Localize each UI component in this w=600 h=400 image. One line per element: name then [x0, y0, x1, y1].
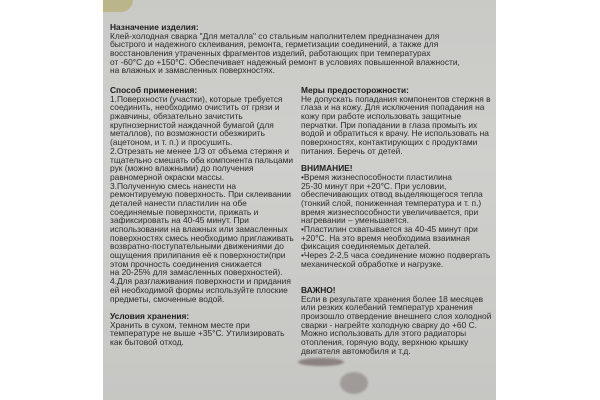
usage-line: соединить, необходимо очистить от грязи и [110, 102, 280, 113]
usage-line: ремонтируемую поверхность. При склеивании [110, 189, 291, 200]
precautions-line: Не допускать попадания компонентов стержня в [301, 93, 491, 104]
usage-line: 4.Для разглаживания поверхности и придания [110, 276, 291, 287]
ink-smudge [298, 358, 344, 366]
usage-line: возвратно-поступательными движениями до [110, 241, 284, 252]
purpose-line: Клей-холодная сварка "Для металла" со стальным наполнителем предназначен для [110, 30, 440, 41]
purpose-section [110, 23, 460, 75]
usage-line: соединяемые поверхности, прижать и [110, 206, 259, 217]
precautions-heading: Меры предосторожности: [301, 85, 409, 95]
attention-line: фиксация соединяемых деталей. [301, 241, 431, 252]
precautions-section [301, 86, 491, 355]
purpose-heading: Назначение изделия: [110, 22, 199, 32]
purpose-line: быстрого и надежного склеивания, ремонта, герметизации соединений, а также для [110, 39, 439, 50]
usage-line: использовании на влажных или замасленных [110, 224, 288, 234]
attention-line: нагревании – уменьшается. [301, 215, 410, 226]
storage-line: как бытовой отход. [110, 336, 184, 347]
important-heading: ВАЖНО! [301, 284, 336, 295]
storage-heading: Условия хранения: [110, 310, 190, 321]
usage-line: деталей нанести пластилин на обе [110, 197, 247, 208]
purpose-line: от -60°С до +150°С. Обеспечивает надежный ремонт в условиях повышенной влажности, [110, 56, 460, 67]
usage-line: 3.Полученную смесь нанести на [110, 180, 236, 191]
important-line: Можно использовать для этого радиаторы [301, 328, 467, 339]
usage-line: ощущения прилипания её к поверхности(при [110, 250, 286, 261]
usage-line: предметы, смоченные водой. [110, 293, 225, 304]
precautions-line: кожу при работе использовать защитные [301, 111, 462, 122]
usage-line: металлов), по возможности обезжирить [110, 128, 265, 139]
precautions-line: питания. Беречь от детей. [301, 145, 403, 156]
usage-line: тщательно смешать оба компонента пальцами [110, 154, 294, 165]
important-line: сварки - нагрейте холодную сварку до +60 С. [301, 319, 477, 330]
purpose-line: восстановления утраченных фрагментов изделий, работающих при температурах [110, 48, 431, 59]
usage-line: ржавчины, обязательно зачистить [110, 111, 243, 122]
usage-line: ей необходимой формы используйте плоские [110, 284, 288, 295]
attention-heading: ВНИМАНИЕ! [301, 163, 353, 174]
ink-smudge [340, 372, 368, 394]
attention-line: 25-30 минут при +20°С. При условии, [301, 180, 447, 191]
important-line: отопления, горячую воду, верхнюю крышку [301, 336, 469, 347]
important-line: Если в результате хранения более 18 месяцев [301, 293, 484, 304]
usage-section [110, 86, 294, 347]
usage-line: рук (можно влажными) до получения [110, 163, 254, 174]
purpose-line: на влажных и замасленных поверхностях. [110, 65, 275, 76]
usage-line: поверхностях смесь необходимо приглаживать [110, 232, 294, 243]
storage-line: температуре не выше +35°С. Утилизировать [110, 328, 285, 339]
important-line: двигателя автомобиля и т.д. [301, 345, 411, 356]
storage-line: Хранить в сухом, темном месте при [110, 319, 250, 330]
attention-line: •Пластилин схватывается за 40-45 минут при [301, 224, 478, 234]
usage-line: 1.Поверхности (участки), которые требуется [110, 93, 283, 104]
precautions-line: глаза и на кожу. Для исключения попадания на [301, 102, 485, 113]
usage-line: на 20-25% для замасленных поверхностей). [110, 267, 283, 278]
usage-line: крупнозернистой наждачной бумагой (для [110, 119, 274, 130]
attention-line: •Время жизнеспособности пластилина [301, 171, 452, 182]
attention-line: •Через 2-2,5 часа соединение можно подвергать [301, 250, 491, 261]
important-line: произошло отвердение внешнего слоя холодной [301, 310, 492, 321]
precautions-line: поверхностях, контактирующих с продуктами [301, 137, 478, 148]
attention-line: обеспечивающих отвод выделяющегося тепла [301, 189, 483, 200]
usage-line: 2.Отрезать не менее 1/3 от объема стержня и [110, 145, 290, 156]
important-line: или резких колебаний температур хранения [301, 302, 473, 313]
precautions-line: водой и обратиться к врачу. Не использовать на [301, 128, 489, 139]
attention-line: +20°С. На это время необходима взаимная [301, 232, 470, 243]
attention-line: (тонкий слой, пониженная температура и т. п.) [301, 197, 482, 208]
usage-line: равномерной окраски массы. [110, 171, 225, 182]
usage-line: (ацетоном, и т. п.) и просушить. [110, 137, 233, 148]
usage-line: этом прочность соединения снижается [110, 258, 262, 269]
usage-heading: Способ применения: [110, 85, 198, 95]
attention-line: механической обработке и нагрузке. [301, 258, 444, 269]
attention-line: время жизнеспособности увеличивается, при [301, 206, 479, 217]
precautions-line: перчатки. При попадании в глаза промыть их [301, 119, 478, 130]
usage-line: зафиксировать на 40-45 минут. При [110, 215, 249, 226]
